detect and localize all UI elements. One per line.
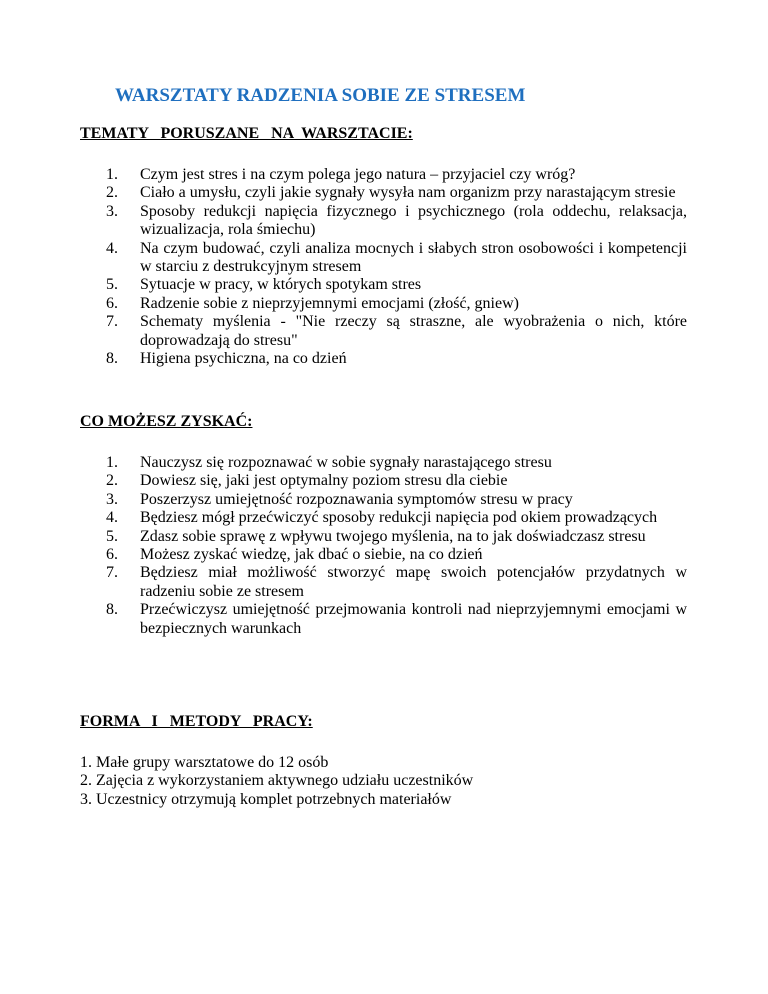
list-item bbox=[0, 546, 768, 564]
list-item-text: Dowiesz się, jaki jest optymalny poziom stresu dla ciebie bbox=[140, 472, 508, 490]
list-item bbox=[0, 350, 768, 368]
benefits-list bbox=[0, 454, 768, 638]
list-item bbox=[0, 601, 768, 638]
list-item-number: 5. bbox=[106, 527, 118, 545]
list-item-number: 3. bbox=[106, 490, 118, 508]
list-item-text: Higiena psychiczna, na co dzień bbox=[140, 350, 347, 368]
list-item-number: 7. bbox=[106, 564, 118, 582]
list-item bbox=[0, 454, 768, 472]
list-item-text: Schematy myślenia - "Nie rzeczy są straszne, ale wyobrażenia o nich, które doprowadzają do stresu" bbox=[140, 313, 687, 349]
list-item-text: Zdasz sobie sprawę z wpływu twojego myślenia, na to jak doświadczasz stresu bbox=[140, 527, 646, 545]
list-item bbox=[0, 528, 768, 546]
list-item-number: 8. bbox=[106, 350, 118, 368]
list-item bbox=[0, 166, 768, 184]
list-item bbox=[0, 203, 768, 240]
list-item: 2. Zajęcia z wykorzystaniem aktywnego udziału uczestników bbox=[80, 772, 474, 790]
section-heading-benefits: CO MOŻESZ ZYSKAĆ: bbox=[80, 413, 253, 430]
list-item-number: 4. bbox=[106, 239, 118, 257]
list-item-text: Możesz zyskać wiedzę, jak dbać o siebie, na co dzień bbox=[140, 546, 483, 564]
list-item-number: 2. bbox=[106, 184, 118, 202]
list-item bbox=[0, 240, 768, 277]
list-item-number: 4. bbox=[106, 509, 118, 527]
list-item-text: Na czym budować, czyli analiza mocnych i słabych stron osobowości i kompetencji w starciu z destrukcyjnym stresem bbox=[140, 239, 687, 276]
list-item-number: 6. bbox=[106, 546, 118, 564]
list-item-text: Przećwiczysz umiejętność przejmowania kontroli nad nieprzyjemnymi emocjami w bezpiecznych warunkach bbox=[140, 601, 687, 637]
list-item-number: 1. bbox=[106, 454, 118, 471]
list-item bbox=[0, 491, 768, 509]
methods-list bbox=[80, 754, 473, 809]
list-item-text: Sposoby redukcji napięcia fizycznego i psychicznego (rola oddechu, relaksacja, wizualizacja, rola śmiechu) bbox=[140, 202, 687, 239]
list-item bbox=[0, 564, 768, 601]
list-item bbox=[0, 509, 768, 527]
list-item bbox=[0, 295, 768, 313]
list-item-number: 8. bbox=[106, 601, 118, 619]
list-item-number: 1. bbox=[106, 166, 118, 183]
section-heading-topics: TEMATY PORUSZANE NA WARSZTACIE: bbox=[80, 125, 413, 142]
list-item: 1. Małe grupy warsztatowe do 12 osób bbox=[80, 754, 329, 771]
list-item-number: 2. bbox=[106, 472, 118, 490]
list-item: 3. Uczestnicy otrzymują komplet potrzebnych materiałów bbox=[80, 790, 452, 808]
list-item bbox=[0, 313, 768, 350]
list-item-text: Nauczysz się rozpoznawać w sobie sygnały narastającego stresu bbox=[140, 454, 552, 471]
list-item-text: Będziesz mógł przećwiczyć sposoby redukcji napięcia pod okiem prowadzących bbox=[140, 509, 658, 527]
list-item-text: Sytuacje w pracy, w których spotykam stres bbox=[140, 276, 422, 294]
list-item bbox=[0, 276, 768, 294]
list-item-text: Czym jest stres i na czym polega jego natura – przyjaciel czy wróg? bbox=[140, 166, 576, 183]
topics-list bbox=[0, 166, 768, 368]
list-item bbox=[0, 184, 768, 202]
list-item-number: 6. bbox=[106, 294, 118, 312]
list-item-text: Poszerzysz umiejętność rozpoznawania symptomów stresu w pracy bbox=[140, 490, 573, 508]
list-item-number: 3. bbox=[106, 202, 118, 220]
list-item-number: 7. bbox=[106, 313, 118, 331]
list-item-text: Ciało a umysłu, czyli jakie sygnały wysyła nam organizm przy narastającym stresie bbox=[140, 184, 676, 202]
list-item bbox=[0, 472, 768, 490]
list-item-number: 5. bbox=[106, 276, 118, 294]
section-heading-methods: FORMA I METODY PRACY: bbox=[80, 713, 313, 730]
list-item-text: Będziesz miał możliwość stworzyć mapę swoich potencjałów przydatnych w radzeniu sobie ze stresem bbox=[140, 564, 687, 600]
document-title: WARSZTATY RADZENIA SOBIE ZE STRESEM bbox=[115, 85, 526, 106]
list-item-text: Radzenie sobie z nieprzyjemnymi emocjami (złość, gniew) bbox=[140, 294, 519, 312]
